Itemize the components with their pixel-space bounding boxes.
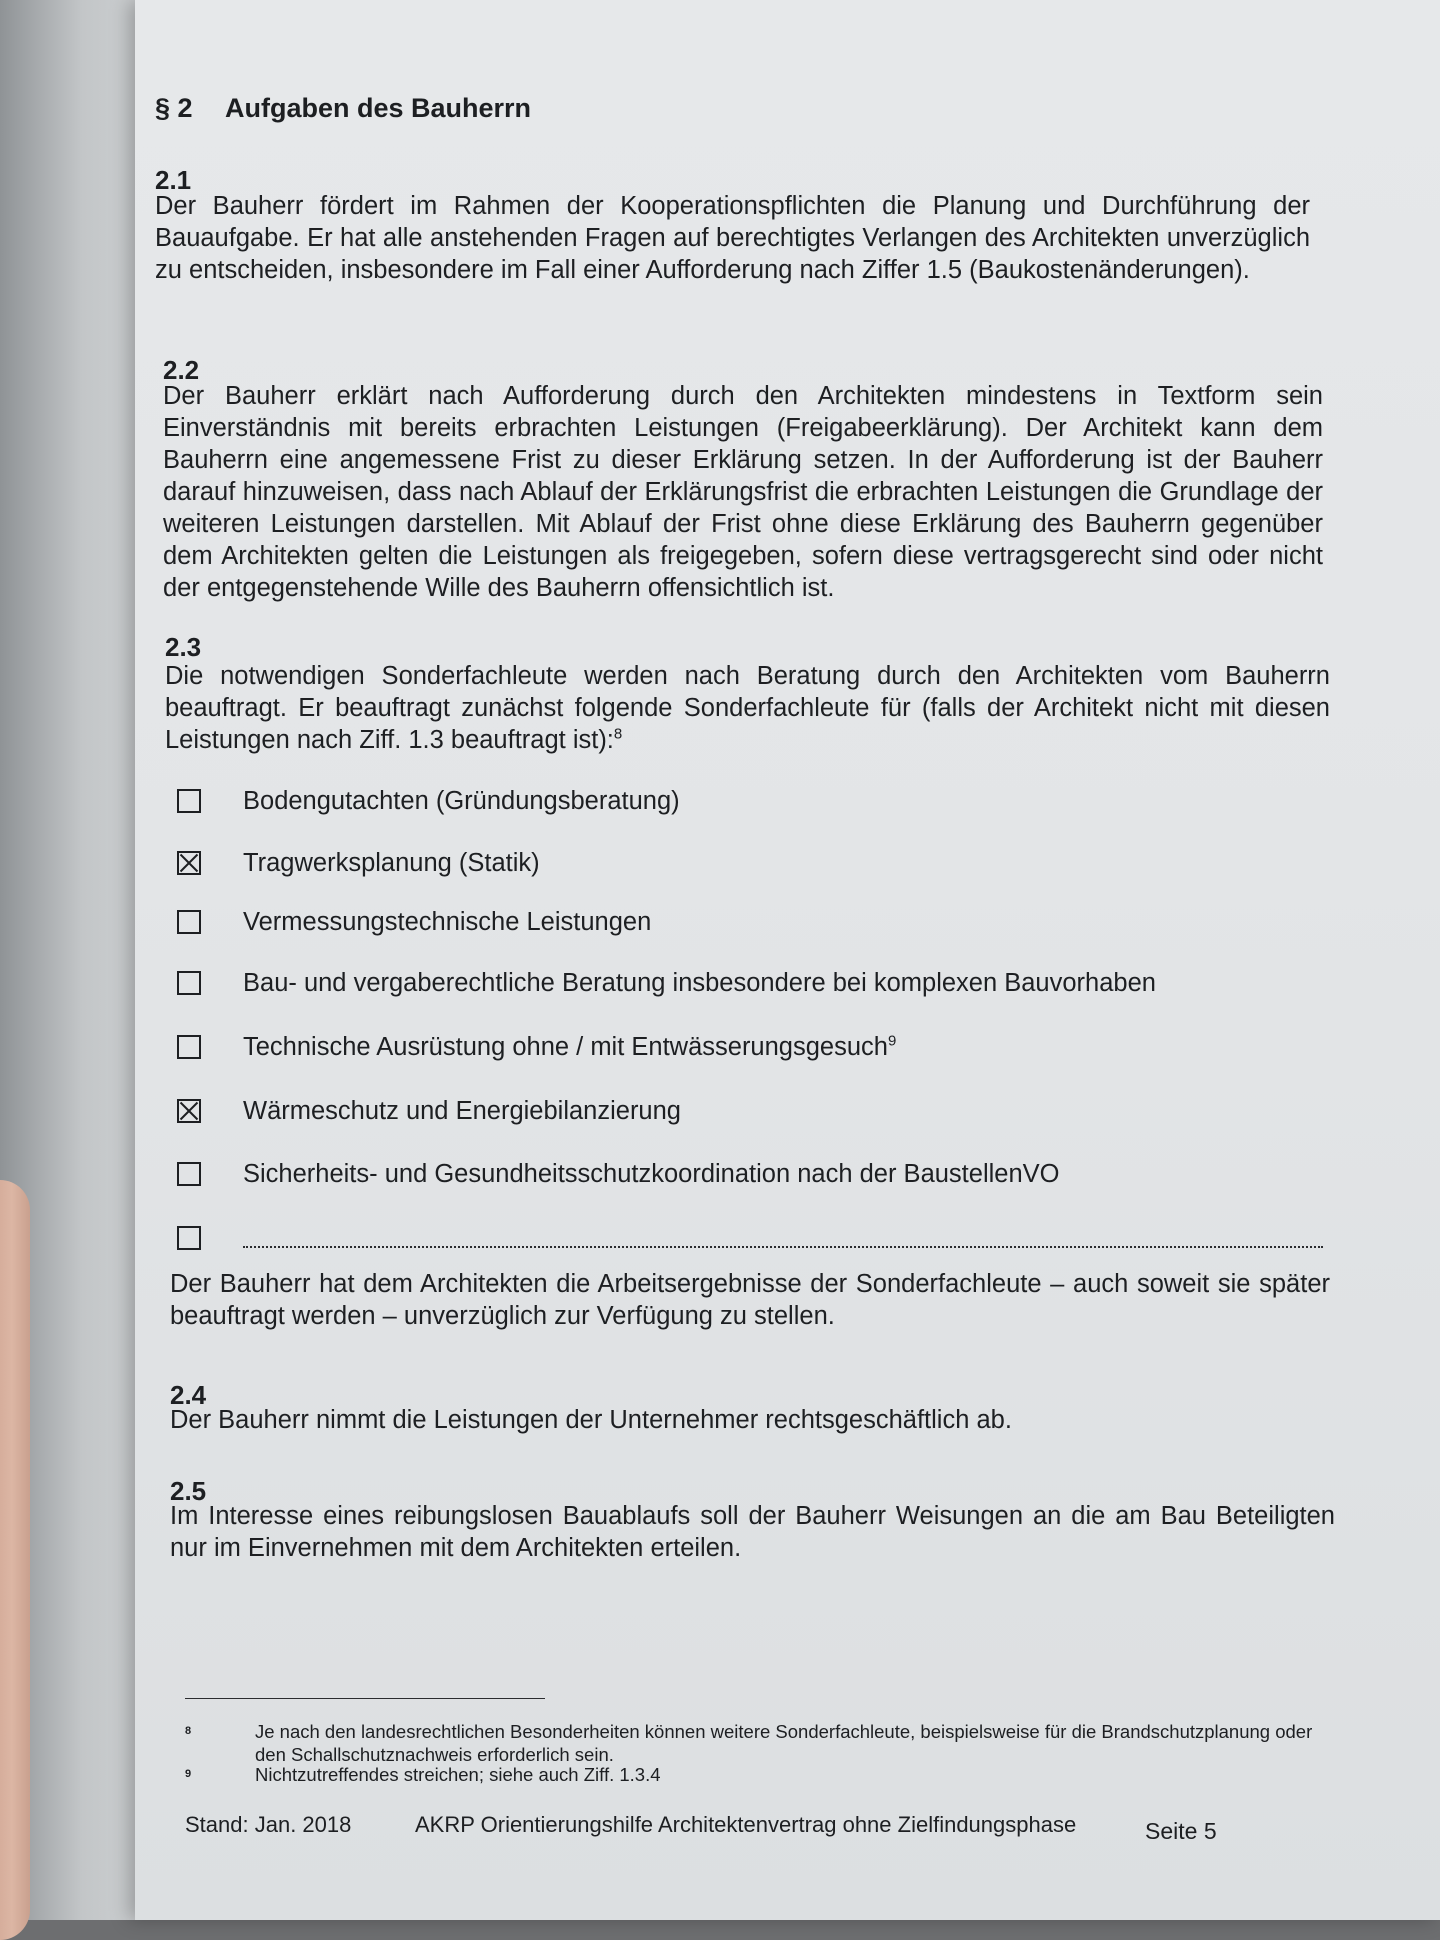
section-2-5-text: Im Interesse eines reibungslosen Bauablaufs soll der Bauherr Weisungen an die am Bau Beteiligten nur im Einvernehmen mit dem Architekten erteilen. [170,1502,1335,1562]
heading-number: § 2 [155,93,193,123]
thumb [0,1180,30,1940]
footnote-mark: 9 [185,1768,192,1780]
checklist-item [177,905,651,939]
section-heading [155,93,531,124]
checklist-item [177,1030,896,1064]
checklist-label: Bodengutachten (Gründungsberatung) [243,786,680,815]
checkbox-unchecked[interactable] [177,1035,201,1059]
after-checklist-text: Der Bauherr hat dem Architekten die Arbeitsergebnisse der Sonderfachleute – auch soweit sie später beauftragt werden – unverzüglich zur Verfügung zu stellen. [170,1270,1330,1330]
footnote-8 [185,1720,1345,1766]
checkbox-unchecked[interactable] [177,789,201,813]
footnote-text: Je nach den landesrechtlichen Besonderheiten können weitere Sonderfachleute, beispielsweise für die Brandschutzplanung oder den Schallschutznachweis erforderlich sein. [255,1721,1313,1765]
section-2-3-text: Die notwendigen Sonderfachleute werden nach Beratung durch den Architekten vom Bauherrn beauftragt. Er beauftragt zunächst folgende Sonderfachleute für (falls der Architekt nicht mit diesen Leistungen nach Ziff. 1.3 beauftragt ist):$^8$ [165,662,1330,754]
checkbox-checked[interactable] [177,1099,201,1123]
blank-fill-line[interactable] [243,1228,1323,1248]
footer-page-number: Seite 5 [1145,1818,1217,1844]
checklist-item [177,1157,1060,1191]
footnote-mark: 8 [185,1725,192,1737]
checkbox-checked[interactable] [177,851,201,875]
section-2-2-text: Der Bauherr erklärt nach Aufforderung durch den Architekten mindestens in Textform sein Einverständnis mit bereits erbrachten Leistungen (Freigabeerklärung). Der Architekt kann dem Bauherrn eine angemessene Frist zu dieser Erklärung setzen. In der Aufforderung ist der Bauherr darauf hinzuweisen, dass nach Ablauf der Erklärungsfrist die erbrachten Leistungen die Grundlage der weiteren Leistungen darstellen. Mit Ablauf der Frist ohne diese Erklärung des Bauherrn gegenüber dem Architekten gelten die Leistungen als freigegeben, sofern diese vertragsgerecht sind oder nicht der entgegenstehende Wille des Bauherrn offensichtlich ist. [163,382,1323,602]
checklist-label: Vermessungstechnische Leistungen [243,907,652,936]
heading-title: Aufgaben des Bauherrn [225,93,532,123]
section-2-4-text: Der Bauherr nimmt die Leistungen der Unternehmer rechtsgeschäftlich ab. [170,1406,1012,1434]
footnote-separator [185,1698,545,1699]
checkbox-unchecked[interactable] [177,1226,201,1250]
footnote-9 [185,1763,1345,1786]
checklist-item [177,846,540,880]
checkbox-unchecked[interactable] [177,971,201,995]
section-2-1-text: Der Bauherr fördert im Rahmen der Kooperationspflichten die Planung und Durchführung der Bauaufgabe. Er hat alle anstehenden Fragen auf berechtigtes Verlangen des Architekten unverzüglich zu entscheiden, insbesondere im Fall einer Aufforderung nach Ziffer 1.5 (Baukostenänderungen). [155,192,1310,284]
footnote-ref-8: 8 [613,725,623,743]
section-2-3-number: 2.3 [165,632,202,662]
document-page [135,0,1440,1920]
checkbox-unchecked[interactable] [177,910,201,934]
checklist-item [177,966,1156,1000]
checklist-label: Technische Ausrüstung ohne / mit Entwässerungsgesuch$^9$ [243,1032,897,1061]
checkbox-unchecked[interactable] [177,1162,201,1186]
checklist-label: Wärmeschutz und Energiebilanzierung [243,1096,681,1125]
checklist-label: Sicherheits- und Gesundheitsschutzkoordination nach der BaustellenVO [243,1159,1060,1188]
checklist-label: Bau- und vergaberechtliche Beratung insbesondere bei komplexen Bauvorhaben [243,968,1156,997]
checklist-item [177,784,680,818]
checklist-item [177,1221,1323,1255]
section-2-1-number: 2.1 [155,165,192,195]
checklist-label: Tragwerksplanung (Statik) [243,848,540,877]
footer-date: Stand: Jan. 2018 [185,1812,352,1837]
checklist-item [177,1094,681,1128]
section-2-2-number: 2.2 [163,355,200,385]
footer-title: AKRP Orientierungshilfe Architektenvertrag ohne Zielfindungsphase [415,1812,1077,1837]
footnote-text: Nichtzutreffendes streichen; siehe auch Ziff. 1.3.4 [255,1764,661,1785]
section-2-4-number: 2.4 [170,1380,207,1410]
section-2-5-number: 2.5 [170,1476,207,1506]
footnote-ref-9: 9 [887,1032,897,1049]
